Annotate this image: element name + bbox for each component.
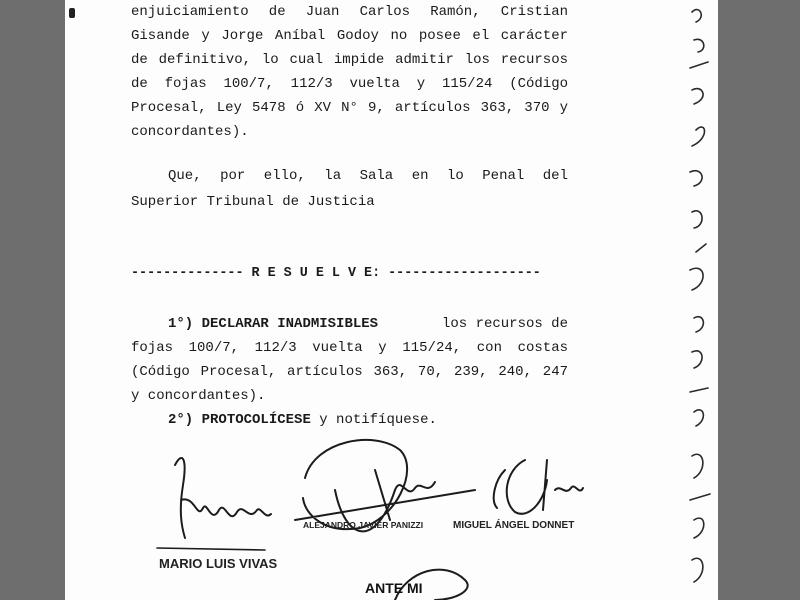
signature-vivas-mark (175, 458, 271, 538)
item-1-line-4: y concordantes). (131, 388, 266, 404)
paragraph-1-line-1: enjuiciamiento de Juan Carlos Ramón, Cristian (131, 4, 568, 20)
signer-donnet-name: MIGUEL ÁNGEL DONNET (453, 520, 575, 531)
item-2-line (168, 410, 437, 430)
signature-panizzi-mark (295, 440, 475, 531)
item-1-number: 1°) (168, 316, 194, 332)
item-1-keyword: DECLARAR INADMISIBLES (201, 316, 379, 332)
paragraph-1-line-6: concordantes). (131, 124, 249, 140)
signature-donnet-mark (494, 460, 583, 514)
signer-vivas-name: MARIO LUIS VIVAS (159, 556, 278, 571)
margin-handwriting (682, 0, 718, 600)
item-1-line-3: (Código Procesal, artículos 363, 70, 239, 240, 247 (131, 364, 568, 380)
resuelve-heading: -------------- R E S U E L V E: ------------------- (131, 266, 541, 281)
signature-vivas-underline (157, 548, 265, 550)
ante-mi-stamp-text: ANTE MI (365, 580, 423, 596)
paragraph-2-line-1: Que, por ello, la Sala en lo Penal del (168, 168, 568, 184)
signatures-drawing (145, 430, 585, 600)
item-2-rest: y notifíquese. (319, 412, 437, 428)
paragraph-2-line-2: Superior Tribunal de Justicia (131, 194, 375, 210)
document-page (65, 0, 718, 600)
item-1-line-2: fojas 100/7, 112/3 vuelta y 115/24, con costas (131, 340, 568, 356)
item-2-keyword: PROTOCOLÍCESE (201, 412, 311, 428)
paragraph-1-line-2: Gisande y Jorge Aníbal Godoy no posee el carácter (131, 28, 568, 44)
punch-hole-mark (69, 8, 75, 18)
item-2-number: 2°) (168, 412, 194, 428)
paragraph-1-line-4: de fojas 100/7, 112/3 vuelta y 115/24 (Código (131, 76, 568, 92)
paragraph-1-line-3: de definitivo, lo cual impide admitir los recursos (131, 52, 568, 68)
signer-panizzi-name: ALEJANDRO JAVIER PANIZZI (303, 520, 424, 530)
item-1-first-line (168, 314, 568, 334)
item-1-line-1-rest: los recursos de (441, 316, 568, 332)
paragraph-1-line-5: Procesal, Ley 5478 ó XV N° 9, artículos 363, 370 y (131, 100, 568, 116)
